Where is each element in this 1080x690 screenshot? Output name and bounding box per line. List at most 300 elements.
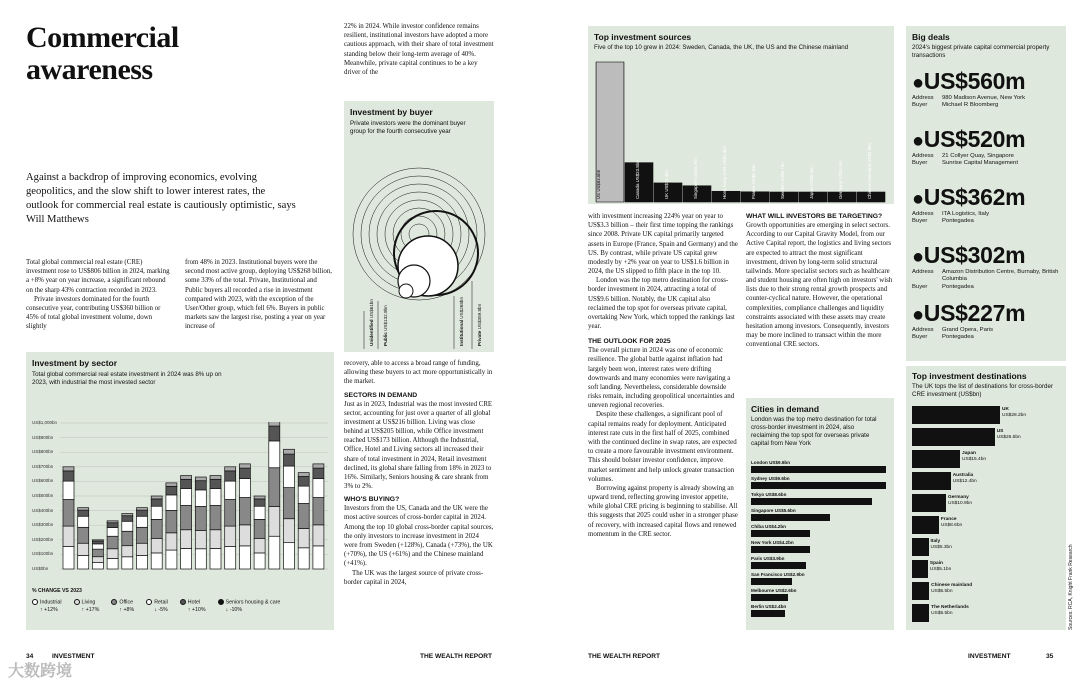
sector-bar-segment (122, 531, 133, 545)
paragraph: Borrowing against property is already showing an upward trend, reflecting growing investor appetite, while global CRE pricing is beginning to stabilise. All this suggests that 2025 could usher in a stronger phase of recovery, with increased capital flows and renewed momentum in the CRE sector. (588, 484, 738, 538)
city-bar (751, 530, 810, 537)
city-bar (751, 578, 792, 585)
source-label: US US$83.6bn (596, 169, 601, 199)
buyer-label-public: Public US$132.9bn (383, 305, 388, 346)
destination-label (931, 539, 952, 551)
deal-item (912, 70, 1064, 110)
sector-bar-segment (254, 506, 265, 519)
city-label: Tokyo US$8.6bn (751, 492, 787, 497)
sector-bar-segment (284, 454, 295, 466)
city-bar (751, 562, 806, 569)
buyer-label: Buyer (912, 283, 928, 290)
sector-bar-segment (313, 468, 324, 479)
sector-bar-segment (225, 471, 236, 481)
deal-amount: ●US$520m (912, 126, 1026, 152)
sector-bar-segment (92, 549, 103, 557)
city-row (751, 572, 889, 585)
buyer-label-institutional: Institutional US$268bn (459, 296, 464, 346)
sector-bar-segment (239, 464, 250, 468)
city-bar (751, 498, 872, 505)
sector-bar-segment (210, 489, 221, 506)
article-column-3-top (344, 22, 494, 77)
source-label: Germany US$4.1bn (838, 160, 843, 199)
sector-bar-segment (63, 481, 74, 499)
right-column-2 (746, 212, 896, 349)
buyer-label-unidentified: Unidentified US$61bn (369, 299, 374, 346)
destination-label (962, 451, 986, 463)
legend-name: Hotel (187, 599, 201, 606)
legend-item (111, 599, 134, 614)
sector-bar-segment (92, 541, 103, 544)
sector-bar-segment (181, 476, 192, 480)
sector-bar-segment (181, 530, 192, 549)
legend-change: ↑ +12% (40, 606, 58, 613)
sector-bar-segment (284, 466, 295, 488)
sector-bar-segment (284, 488, 295, 519)
address-label: Address (912, 269, 934, 275)
sector-bar-segment (313, 479, 324, 498)
address-label: Address (912, 153, 934, 159)
sector-bar-segment (195, 530, 206, 548)
sector-bar-segment (210, 530, 221, 549)
deal-meta (912, 327, 1064, 342)
sector-chart-subtitle: Total global commercial real estate investment in 2024 was 8% up on 2023, with industrial the most invested sector (32, 371, 222, 387)
address-label: Address (912, 95, 934, 101)
buyer-label: Buyer (912, 334, 928, 341)
deal-amount-text: US$302m (923, 242, 1026, 268)
deal-amount-text: US$362m (923, 184, 1026, 210)
source-label: France US$6.1bn (751, 164, 756, 199)
watermark: 大数跨境 (8, 663, 73, 680)
y-tick: US$400bn (32, 507, 54, 513)
city-row (751, 540, 889, 553)
destination-bar (912, 406, 1000, 424)
sector-bar-segment (195, 549, 206, 569)
sector-bar-segment (92, 557, 103, 563)
sector-bar-segment (298, 476, 309, 486)
destination-country: The Netherlands (931, 605, 969, 610)
city-label: Melbourne US$2.6bn (751, 588, 797, 593)
sector-bar-segment (137, 556, 148, 569)
city-label: Singapore US$5.6bn (751, 508, 796, 513)
sector-bar-segment (254, 553, 265, 569)
paragraph: Investors from the US, Canada and the UK were the most active sources of cross-border capital in 2024. Among the top 10 global cross-border capital sources, the only investors to increase investment in 2024 were from Sweden (+128%), Canada (+73%), the UK (+70%), the US (+61%) and the Chinese mainland (+41%). (344, 505, 494, 568)
sector-bar-segment (78, 556, 89, 569)
destinations-chart-title: Top investment destinations (912, 371, 1027, 381)
y-tick: US$500bn (32, 493, 54, 498)
sector-bar-segment (107, 521, 118, 523)
sector-bar-segment (137, 527, 148, 543)
y-tick: US$300bn (32, 522, 54, 528)
deal-amount-text: US$520m (923, 126, 1026, 152)
sector-bar-segment (284, 519, 295, 543)
deal-meta (912, 95, 1064, 110)
sector-bar-segment (284, 543, 295, 569)
deal-item (912, 302, 1064, 342)
sector-bar-segment (63, 526, 74, 546)
buyer-label-private: Private US$359.8bn (477, 303, 482, 346)
deal-meta (912, 153, 1064, 168)
legend-item (32, 599, 62, 614)
sector-bar-segment (151, 538, 162, 553)
deal-address: 21 Collyer Quay, Singapore (942, 153, 1014, 159)
y-tick: US$800bn (32, 449, 54, 455)
legend-change: ↑ +17% (81, 606, 100, 613)
destination-bar (912, 560, 928, 578)
sector-bar-segment (269, 468, 280, 507)
source-label: UK US$11.4bn (664, 170, 669, 199)
deal-amount-text: US$227m (923, 300, 1026, 326)
deal-amount: ●US$560m (912, 68, 1026, 94)
buyer-label: Buyer (912, 218, 928, 225)
sector-bar-segment (78, 516, 89, 527)
buyer-label: Buyer (912, 160, 928, 167)
deal-buyer: Pontegadea (942, 334, 974, 341)
y-tick: US$1,000bn (32, 420, 58, 425)
destination-value: US$15.4bn (962, 457, 987, 463)
source-label: Hong Kong SAR US$6.4bn (722, 146, 727, 199)
deal-address: ITA Logistics, Italy (942, 211, 990, 217)
address-label: Address (912, 211, 934, 217)
destination-value: US$5.3bn (930, 545, 952, 551)
sector-bar-segment (269, 506, 280, 536)
sector-bar-segment (254, 496, 265, 499)
sector-bar-segment (166, 483, 177, 486)
sector-bar-segment (239, 498, 250, 525)
buyer-label: Buyer (912, 102, 928, 109)
legend-name: Living (81, 599, 96, 606)
deal-buyer: Michael R Bloomberg (942, 102, 999, 109)
sector-legend (32, 599, 332, 614)
city-label: New York US$4.2bn (751, 540, 794, 545)
sector-bar-segment (239, 479, 250, 498)
sector-bar-segment (92, 544, 103, 549)
sector-bar-segment (122, 557, 133, 569)
destination-value: US$5.5bn (931, 589, 953, 595)
paragraph: Despite these challenges, a significant pool of capital remains ready for deployment. Anticipated interest rate cuts in the first half of 2025, combined with the continued decline in swap rates, are expected to create a more favourable investment environment. This should bolster investor confidence, improve market sentiment and help unlock greater transaction volumes. (588, 411, 737, 483)
destination-value: US$28.2bn (1002, 413, 1027, 419)
sector-bar-segment (195, 506, 206, 530)
sector-bar-segment (298, 486, 309, 503)
sector-bar-segment (210, 479, 221, 488)
sector-bar-segment (269, 441, 280, 468)
sector-bar-segment (269, 422, 280, 426)
destination-bar (912, 494, 946, 512)
deal-amount-text: US$560m (923, 68, 1026, 94)
destination-label (931, 583, 972, 595)
sector-bar-segment (313, 546, 324, 569)
sector-bar-segment (269, 426, 280, 441)
destination-label (1002, 407, 1026, 419)
legend-item (180, 599, 206, 614)
buyer-chart-title: Investment by buyer (350, 107, 433, 117)
city-bar (751, 466, 886, 473)
city-label: London US$9.6bn (751, 460, 791, 465)
paragraph: recovery, able to access a broad range of funding, allowing these buyers to act more opportunistically in the market. (344, 360, 493, 386)
sector-bar-segment (78, 508, 89, 510)
destination-country: Australia (952, 473, 974, 478)
city-label: Chiba US$4.2bn (751, 524, 786, 529)
legend-item (74, 599, 100, 614)
source-label: Canada US$23.5bn (635, 160, 640, 199)
sources-chart-subtitle: Five of the top 10 grew in 2024: Sweden, Canada, the UK, the US and the Chinese mainland (594, 44, 849, 51)
deal-amount: ●US$227m (912, 300, 1026, 326)
subheading: WHO'S BUYING? (344, 496, 400, 504)
sector-bar-segment (151, 496, 162, 499)
sources-chart (588, 26, 894, 204)
sector-bar-segment (107, 549, 118, 559)
city-label: Sydney US$9.6bn (751, 476, 790, 481)
destination-value: US$5.5bn (931, 611, 953, 617)
sector-bar-segment (137, 510, 148, 516)
deal-address: 980 Madison Avenue, New York (942, 95, 1026, 101)
page-number: 34 (26, 653, 34, 660)
source-label: Japan US$5.4bn (809, 166, 814, 199)
destination-label (931, 605, 969, 617)
deal-buyer: Pontegadea (942, 218, 974, 225)
sector-bar-segment (313, 464, 324, 468)
sector-bar-segment (225, 526, 236, 546)
sector-bar-segment (166, 510, 177, 532)
cities-chart (746, 398, 894, 630)
paragraph: The overall picture in 2024 was one of economic resilience. The global battle against inflation had largely been won, interest rates were drifting downwards and many economies were navigating a soft landing. Nevertheless, considerable downside risks remain, including geopolitical uncertainties and uneven regional recoveries. (588, 347, 735, 410)
sector-bar-segment (166, 533, 177, 550)
destination-country: US (996, 429, 1004, 434)
legend-change: ↓ -5% (154, 606, 168, 613)
standfirst: Against a backdrop of improving economics, evolving geopolitics, and the slow shift to lower interest rates, the outlook for commercial real estate is cautiously optimistic, says Will Matthews (26, 172, 296, 226)
paragraph: Just as in 2023, Industrial was the most invested CRE sector, accounting for just over a quarter of all global investment at US$216 billion. Living was close behind at US$205 billion, while Office investment reached US$173 billion. Although the Industrial, Office, Hotel and Living sectors all increased their share of total investment in 2024, Retail investment declined, its global share falling from 18% in 2023 to 16%. Similarly, Seniors housing & care shrank from 3% to 2%. (344, 400, 493, 491)
legend-item (146, 599, 168, 614)
change-label: % CHANGE VS 2023 (32, 588, 82, 594)
deal-buyer: Sunrise Capital Management (942, 160, 1018, 167)
sector-bar-segment (122, 516, 133, 522)
destination-bars (912, 406, 1052, 628)
destination-label (941, 517, 962, 529)
source-note: Sources: RCA, Knight Frank Research (1068, 544, 1074, 630)
sector-bar-segment (239, 468, 250, 479)
destination-value: US$26.5bn (996, 435, 1021, 441)
sector-bar-segment (210, 505, 221, 529)
footer-section: INVESTMENT (52, 653, 95, 660)
y-tick: US$0bn (32, 566, 49, 571)
paragraph: The UK was the largest source of private cross-border capital in 2024, (344, 569, 484, 586)
sector-bar-segment (195, 477, 206, 481)
destination-value: US$5.1bn (929, 567, 952, 573)
sector-bar-segment (78, 510, 89, 516)
y-tick: US$100bn (32, 551, 54, 557)
sector-bar-segment (151, 553, 162, 569)
destinations-chart (906, 366, 1066, 630)
sector-bar-segment (92, 540, 103, 541)
city-row (751, 604, 889, 617)
legend-name: Office (119, 599, 134, 606)
deal-amount: ●US$302m (912, 242, 1026, 268)
city-bar (751, 514, 830, 521)
paragraph: with investment increasing 224% year on year to US$3.3 billion – their first time topping the rankings since 2008. Private UK capital primarily targeted assets in Europe (France, Spain and Germany) and the US. By contrast, while private US capital grew modestly by +2% year on year to US$1.6 billion in 2024, the US slipped to fifth place in the top 10. (588, 213, 738, 276)
y-tick: US$200bn (32, 536, 54, 542)
sector-bar-segment (195, 490, 206, 507)
legend-item (218, 599, 281, 614)
sector-bar-segment (181, 505, 192, 529)
sector-bar-segment (298, 503, 309, 528)
sector-bar-segment (166, 550, 177, 569)
legend-swatch (74, 599, 80, 605)
city-bar (751, 594, 788, 601)
city-row (751, 508, 889, 521)
city-bar (751, 546, 810, 553)
destination-bar (912, 428, 995, 446)
sector-bar-segment (298, 529, 309, 548)
city-row (751, 524, 889, 537)
buyer-chart (344, 101, 494, 352)
article-column-2 (185, 258, 335, 331)
sector-bar-segment (151, 499, 162, 506)
destination-country: Japan (962, 451, 976, 456)
sector-bar-segment (92, 563, 103, 569)
buyer-circles (344, 101, 494, 352)
sector-bar-segment (78, 527, 89, 543)
sector-bar-segment (254, 499, 265, 506)
destination-country: Italy (930, 539, 941, 544)
headline-line1: Commercial (26, 21, 179, 54)
sector-bar-segment (225, 467, 236, 471)
source-label: Chinese mainland US$3.8bn (867, 143, 872, 199)
footer-title: THE WEALTH REPORT (588, 653, 661, 660)
legend-change: ↑ +10% (187, 606, 206, 613)
sector-chart-title: Investment by sector (32, 358, 118, 368)
sector-bar-segment (137, 516, 148, 527)
page-title (26, 22, 179, 85)
legend-swatch (146, 599, 152, 605)
destination-bar (912, 450, 960, 468)
sector-bar-segment (78, 543, 89, 555)
big-deals-title: Big deals (912, 32, 950, 42)
sources-bars (588, 26, 894, 204)
right-column-1 (588, 212, 738, 539)
sector-bar-segment (210, 476, 221, 480)
deal-meta (912, 269, 1064, 291)
paragraph: Private investors dominated for the fourth consecutive year, contributing US$360 billion or 45% of total global investment volume, down slightly (26, 295, 161, 331)
sector-bar-segment (63, 547, 74, 569)
destination-bar (912, 604, 929, 622)
legend-swatch (180, 599, 186, 605)
destination-value: US$10.9bn (948, 501, 973, 507)
sector-bar-segment (269, 536, 280, 569)
source-label: Singapore US$9.7bn (693, 158, 698, 199)
deal-amount: ●US$362m (912, 184, 1026, 210)
sector-bar-segment (63, 500, 74, 527)
sector-bar-segment (122, 514, 133, 516)
article-column-1 (26, 258, 170, 331)
y-tick: US$900bn (32, 434, 54, 440)
deal-item (912, 128, 1064, 168)
article-column-3-bottom (344, 359, 494, 587)
destination-country: Spain (929, 561, 943, 566)
sector-bar-segment (254, 519, 265, 538)
destination-label (948, 495, 972, 507)
address-label: Address (912, 327, 934, 333)
sector-bar-segment (239, 546, 250, 569)
sector-bar-segment (195, 481, 206, 490)
page-number: 35 (1046, 653, 1054, 660)
sector-bar-segment (313, 525, 324, 546)
city-label: Berlin US$2.4bn (751, 604, 787, 609)
sector-bar-segment (313, 498, 324, 525)
city-label: Paris US$3.9bn (751, 556, 785, 561)
sector-bars (60, 422, 328, 577)
big-deals-subtitle: 2024's biggest private capital commercial property transactions (912, 44, 1050, 60)
destination-label (953, 473, 977, 485)
sector-bar-segment (122, 546, 133, 557)
destination-bar (912, 582, 929, 600)
sector-bar-segment (151, 506, 162, 519)
sector-bar-segment (181, 489, 192, 506)
footer-title: THE WEALTH REPORT (420, 653, 493, 660)
sector-bar-segment (107, 528, 118, 537)
legend-name: Seniors housing & care (225, 599, 281, 606)
cities-chart-subtitle: London was the top metro destination for total cross-border investment in 2024, also reclaiming the top spot for overseas private capital from New York (751, 416, 877, 448)
legend-swatch (111, 599, 117, 605)
legend-swatch (218, 599, 224, 605)
sector-bar-segment (122, 521, 133, 531)
destination-label (997, 429, 1021, 441)
cities-chart-title: Cities in demand (751, 404, 820, 414)
destination-bar (912, 538, 929, 556)
deal-address: Grand Opera, Paris (942, 327, 994, 333)
sector-bar-segment (181, 479, 192, 488)
y-tick: US$700bn (32, 463, 54, 469)
legend-swatch (32, 599, 38, 605)
deal-buyer: Pontegadea (942, 283, 974, 290)
footer-section: INVESTMENT (968, 653, 1011, 660)
city-row (751, 460, 889, 473)
deal-item (912, 186, 1064, 226)
sector-bar-segment (210, 548, 221, 569)
sector-bar-segment (239, 525, 250, 546)
sector-bar-segment (107, 523, 118, 528)
legend-change: ↓ -10% (225, 606, 243, 613)
big-deals-panel (906, 26, 1066, 361)
destination-value: US$8.6bn (940, 523, 963, 529)
sector-bar-segment (137, 508, 148, 510)
city-bar (751, 610, 785, 617)
deal-address: Amazon Distribution Centre, Burnaby, British Columbia (942, 269, 1059, 283)
sector-chart (26, 352, 334, 630)
subheading: SECTORS IN DEMAND (344, 391, 418, 399)
sector-bar-segment (63, 471, 74, 481)
city-row (751, 556, 889, 569)
legend-change: ↑ +8% (119, 606, 135, 613)
sector-bar-segment (63, 467, 74, 471)
buyer-chart-subtitle: Private investors were the dominant buyer group for the fourth consecutive year (350, 120, 466, 136)
legend-name: Retail (154, 599, 168, 606)
paragraph: 22% in 2024. While investor confidence remains resilient, institutional investors have adopted a more cautious approach, with their share of total investment standing below their long-term average of 40%. Meanwhile, private capital continues to be a key driver of the (344, 23, 494, 76)
y-tick: US$600bn (32, 478, 54, 484)
deal-meta (912, 211, 1064, 226)
sector-bar-segment (225, 500, 236, 527)
city-label: San Francisco US$2.9bn (751, 572, 805, 577)
destination-bar (912, 516, 939, 534)
paragraph: Growth opportunities are emerging in select sectors. According to our Capital Gravity Model, from our Active Capital report, the logistics and living sectors are expected to attract the most significant investment, driven by long-term solid structural tailwinds. More specialist sectors such as healthcare and student housing are often high on investors' wish lists due to their strong rental growth prospects and counter-cyclical nature. However, the operational complexities, compliance challenges and liquidity constraints associated with these assets may create hesitation among investors. Consequently, investors may be more inclined to transact within the more conventional CRE sectors. (746, 222, 893, 349)
city-row (751, 492, 889, 505)
sector-bar-segment (107, 536, 118, 549)
destinations-chart-subtitle: The UK tops the list of destinations for cross-border CRE investment (US$bn) (912, 383, 1054, 399)
destination-label (930, 561, 951, 573)
paragraph: Total global commercial real estate (CRE) investment rose to US$806 billion in 2024, marking a +8% year on year increase, a significant rebound on the sharp 43% contraction recorded in 2023. (26, 259, 170, 294)
subheading: WHAT WILL INVESTORS BE TARGETING? (746, 213, 883, 220)
legend-name: Industrial (40, 599, 62, 606)
destination-country: France (940, 517, 957, 522)
